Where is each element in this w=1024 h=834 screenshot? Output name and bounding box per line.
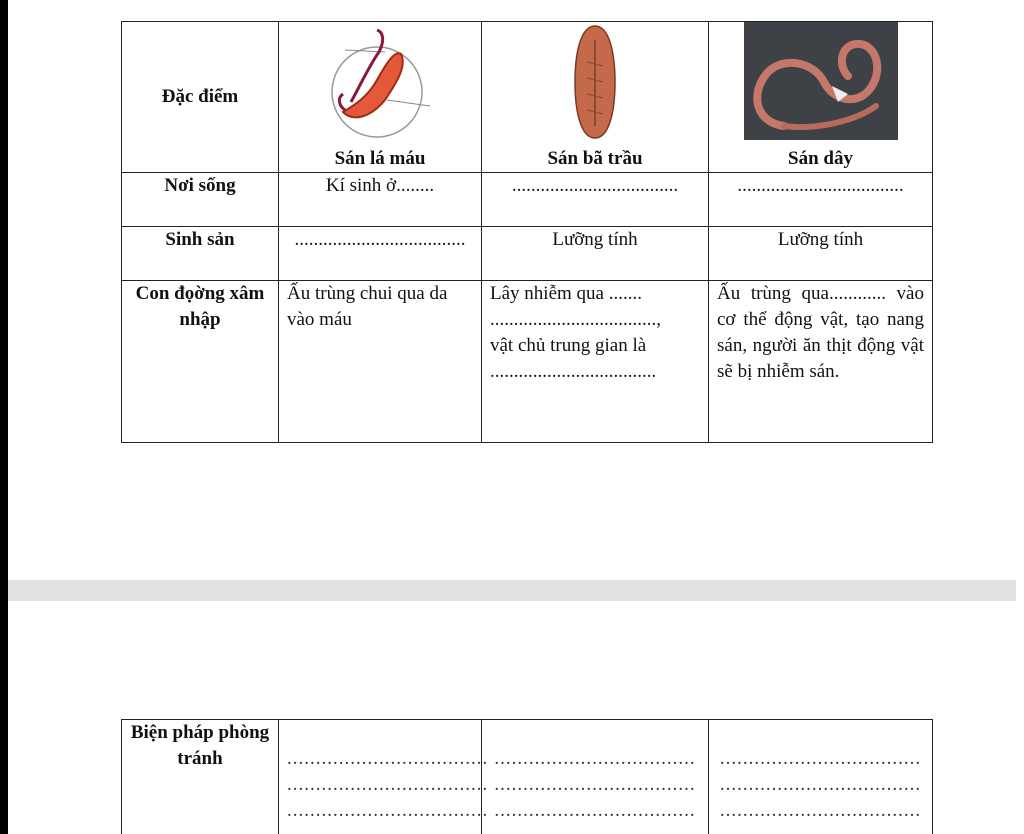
table-header-row (122, 22, 933, 173)
row-label-infection-route: Con đọờng xâm nhập (122, 281, 279, 443)
fill-line: ................................... (719, 800, 922, 821)
parasite-comparison-table (121, 21, 933, 443)
habitat-blood-fluke: Kí sinh ở........ (279, 173, 482, 227)
page-edge (1016, 0, 1024, 834)
reproduction-blood-fluke: .................................... (279, 227, 482, 281)
habitat-tapeworm: ................................... (709, 173, 933, 227)
tapeworm-name: Sán dây (788, 148, 853, 169)
page-gap (8, 580, 1016, 601)
fill-line: ................................... (287, 774, 489, 795)
feature-header: Đặc điểm (122, 22, 279, 173)
fill-line: ................................... (287, 800, 489, 821)
reproduction-tapeworm: Lưỡng tính (709, 227, 933, 281)
fill-line: ................................... (719, 748, 922, 769)
reproduction-liver-fluke: Lưỡng tính (482, 227, 709, 281)
table-row (122, 227, 933, 281)
liver-fluke-name: Sán bã trầu (547, 148, 643, 169)
infection-liver-fluke-line4: ................................... (490, 361, 657, 382)
fill-line: ................................... (494, 748, 696, 769)
infection-liver-fluke-line2: ..................................., (490, 309, 661, 330)
infection-liver-fluke-line3: vật chủ trung gian là (490, 335, 647, 356)
tapeworm-icon (744, 22, 898, 140)
table-row (122, 281, 933, 443)
fill-line: ................................... (494, 800, 696, 821)
liver-fluke-icon (565, 22, 625, 142)
infection-liver-fluke (482, 281, 709, 443)
prevention-table (121, 719, 933, 834)
fill-line: ................................... (494, 774, 696, 795)
blood-fluke-name: Sán lá máu (334, 148, 426, 169)
document-page-1 (8, 0, 1016, 580)
fill-line: ................................... (287, 748, 489, 769)
table-row (122, 173, 933, 227)
row-label-reproduction: Sinh sản (122, 227, 279, 281)
blood-fluke-icon (325, 22, 435, 140)
infection-blood-fluke: Ấu trùng chui qua da vào máu (279, 281, 482, 443)
infection-tapeworm: Ấu trùng qua............ vào cơ thể động vật, tạo nang sán, người ăn thịt động vật sẽ bị nhiễm sán. (709, 281, 933, 443)
row-label-habitat: Nơi sống (122, 173, 279, 227)
blood-fluke-header-cell (279, 22, 482, 173)
prevention-blood-fluke (279, 720, 489, 834)
row-label-prevention: Biện pháp phòng tránh (122, 720, 279, 834)
table-row (122, 720, 933, 834)
habitat-liver-fluke: ................................... (482, 173, 709, 227)
tapeworm-header-cell (709, 22, 933, 173)
fill-line: ................................... (719, 774, 922, 795)
document-page-2 (8, 601, 1016, 834)
prevention-tapeworm (709, 720, 933, 834)
prevention-liver-fluke (482, 720, 709, 834)
infection-liver-fluke-line1: Lây nhiễm qua ....... (490, 283, 642, 304)
liver-fluke-header-cell (482, 22, 709, 173)
